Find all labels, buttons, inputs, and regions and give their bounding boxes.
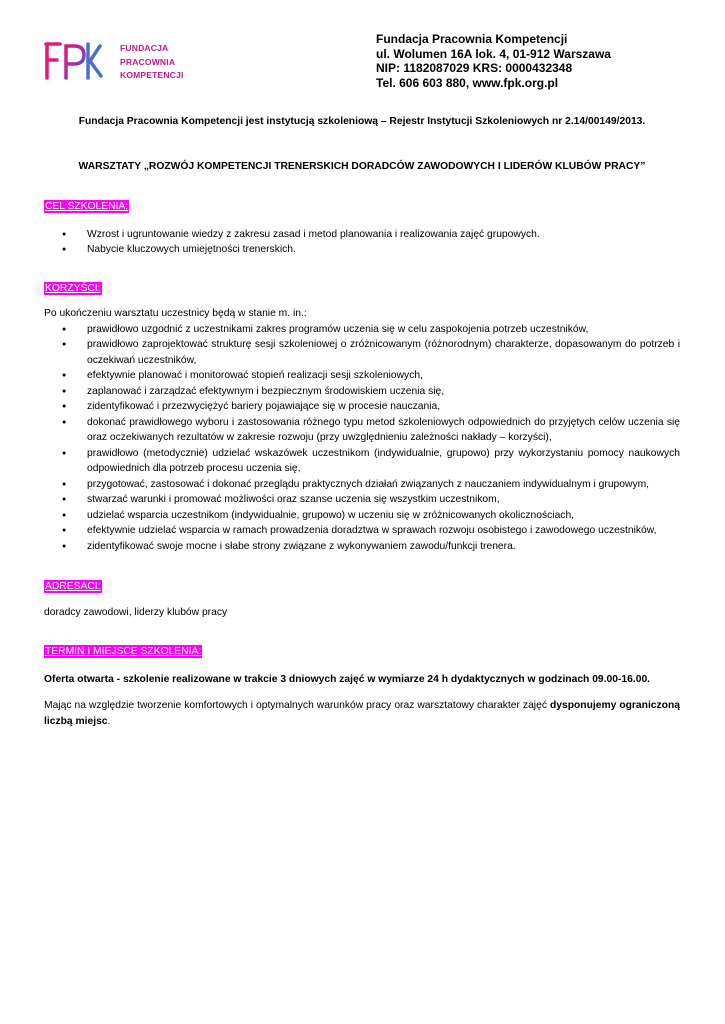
cel-list [44, 227, 680, 258]
list-item: ● Nabycie kluczowych umiejętności trenerskich. [44, 242, 680, 258]
list-item: ● prawidłowo uzgodnić z uczestnikami zakres programów uczenia się w celu zaspokojenia potrzeb uczestników, [44, 322, 680, 338]
list-item: ● udzielać wsparcia uczestnikom (indywidualnie, grupowo) w uczeniu się w zróżnicowanych okolicznościach, [44, 508, 680, 524]
document-body [44, 114, 680, 729]
termin-note-bold: dysponujemy ograniczoną liczbą miejsc [44, 700, 680, 727]
termin-note-lead: Mając na względzie tworzenie komfortowych i optymalnych warunków pracy oraz warsztatowy charakter zajęć [44, 700, 550, 711]
organization-contact [376, 32, 611, 90]
termin-note-end: . [107, 715, 111, 727]
korzysci-intro: Po ukończeniu warsztatu uczestnicy będą w stanie m. in.: [44, 308, 307, 319]
fpk-logo-mark [44, 40, 104, 88]
org-name: Fundacja Pracownia Kompetencji [376, 32, 568, 46]
logo-wordmark [120, 42, 184, 83]
section-heading-termin: TERMIN I MIEJSCE SZKOLENIA: [45, 646, 202, 657]
list-item: ● zidentyfikować i przezwyciężyć bariery pojawiające się w procesie nauczania, [44, 399, 680, 415]
termin-offer: Oferta otwarta - szkolenie realizowane w trakcie 3 dniowych zajęć w wymiarze 24 h dydaktycznych w godzinach 09.00-16.00. [44, 673, 651, 685]
logo-word: FUNDACJA [120, 43, 169, 53]
list-item: ● Wzrost i ugruntowanie wiedzy z zakresu zasad i metod planowania i realizowania zajęć grupowych. [44, 227, 680, 243]
section-heading-cel: CEL SZKOLENIA: [45, 201, 129, 212]
list-item: ● efektywnie udzielać wsparcia w ramach prowadzenia doradztwa w sprawach rozwoju osobistego i zawodowego uczestników, [44, 523, 680, 539]
termin-note [44, 698, 680, 729]
list-item: ● przygotować, zastosować i dokonać przeglądu praktycznych działań związanych z nauczaniem indywidualnym i grupowym, [44, 477, 680, 493]
adresaci-text: doradcy zawodowi, liderzy klubów pracy [44, 606, 228, 618]
logo-word: PRACOWNIA [120, 56, 176, 67]
org-address: ul. Wolumen 16A lok. 4, 01-912 Warszawa [376, 46, 611, 61]
list-item: ● dokonać prawidłowego wyboru i zastosowania różnego typu metod szkoleniowych odpowiednich do przyjętych celów uczenia się oraz oczekiwanych rezultatów w zakresie rozwoju (przy uwzględnieniu zależności nakłady – korzyści), [44, 415, 680, 446]
korzysci-list [44, 322, 680, 555]
org-phone-web: Tel. 606 603 880, www.fpk.org.pl [376, 75, 559, 90]
list-item: ● prawidłowo (metodycznie) udzielać wskazówek uczestnikom (indywidualnie, grupowo) przy wykorzystaniu pomocy naukowych odpowiednich dla potrzeb procesu uczenia się, [44, 446, 680, 477]
list-item: ● efektywnie planować i monitorować stopień realizacji sesji szkoleniowych, [44, 368, 680, 384]
registry-statement: Fundacja Pracownia Kompetencji jest instytucją szkoleniową – Rejestr Instytucji Szkoleniowych nr 2.14/00149/2013. [78, 116, 646, 127]
list-item: ● prawidłowo zaprojektować strukturę sesji szkoleniowej o zróżnicowanym (różnorodnym) charakterze, dopasowanym do potrzeb i oczekiwań uczestników, [44, 337, 680, 368]
list-item: ● stwarzać warunki i promować możliwości oraz szanse uczenia się wszystkim uczestnikom, [44, 492, 680, 508]
list-item: ● zidentyfikować swoje mocne i słabe strony związane z wykonywaniem zawodu/funkcji trenera. [44, 539, 680, 555]
org-nip-krs: NIP: 1182087029 KRS: 0000432348 [376, 61, 573, 75]
list-item: ● zaplanować i zarządzać efektywnym i bezpiecznym środowiskiem uczenia się, [44, 384, 680, 400]
workshop-title: WARSZTATY „ROZWÓJ KOMPETENCJI TRENERSKICH DORADCÓW ZAWODOWYCH I LIDERÓW KLUBÓW PRACY” [78, 160, 646, 172]
section-heading-korzysci: KORZYŚCI: [45, 282, 101, 294]
fpk-logo [44, 40, 204, 88]
section-heading-adresaci: ADRESACI: [45, 581, 101, 592]
logo-word: KOMPETENCJI [120, 70, 184, 80]
